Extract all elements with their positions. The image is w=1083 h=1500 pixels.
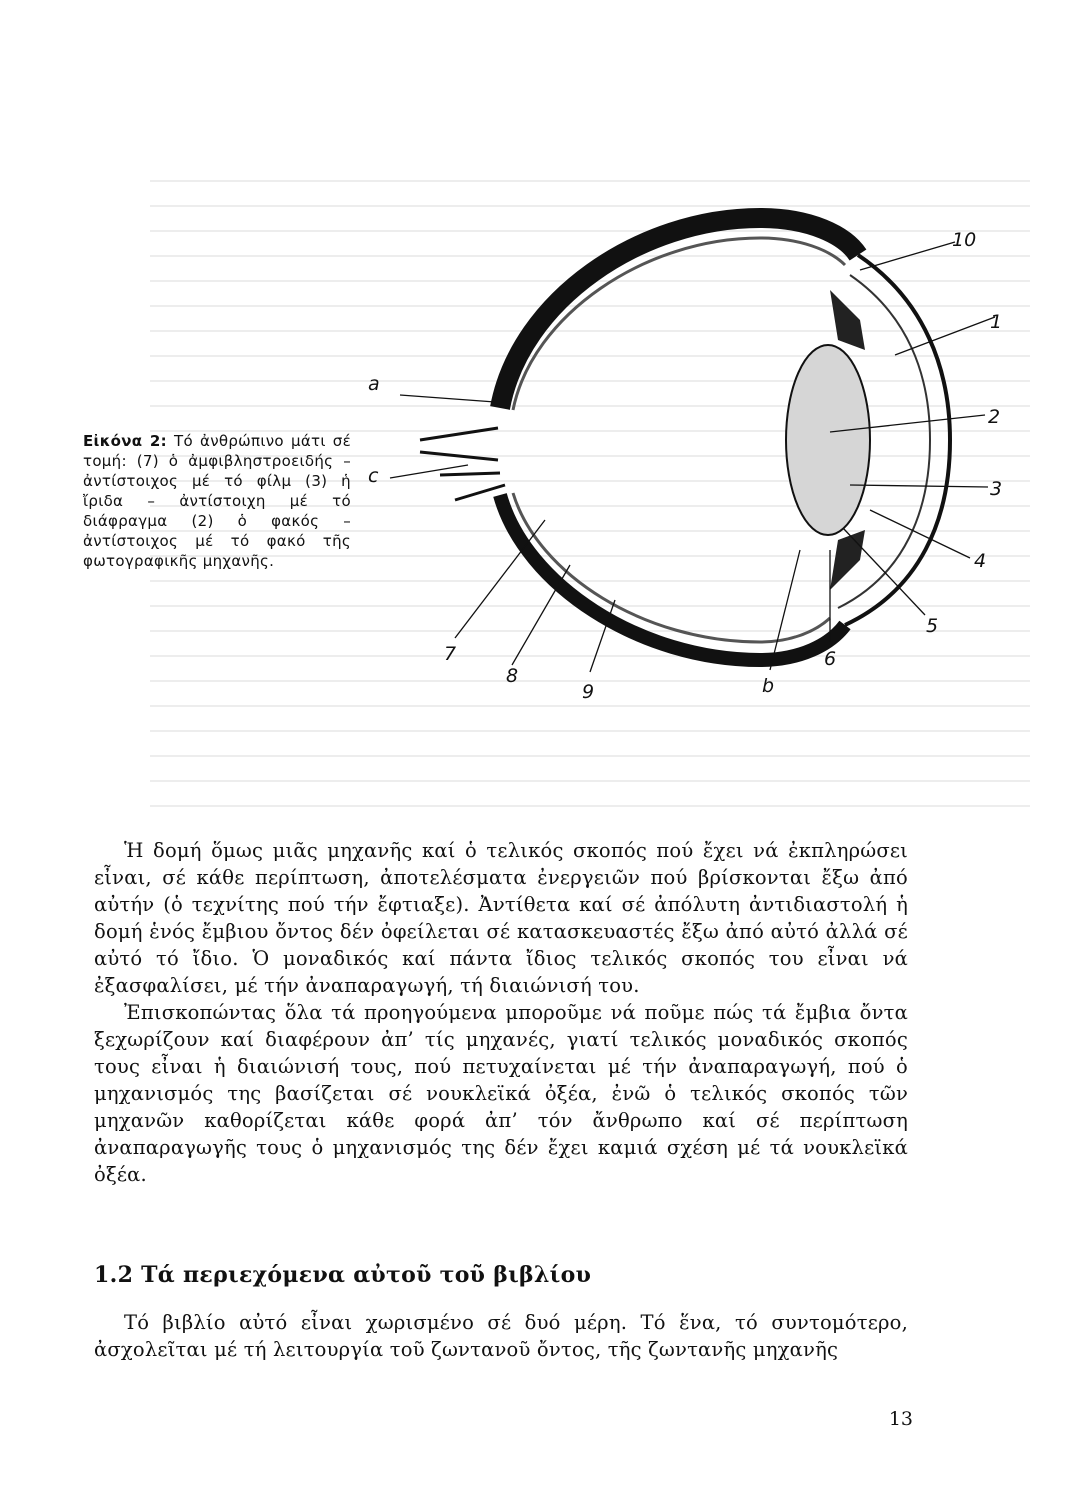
iris-upper xyxy=(830,290,865,350)
label-5: 5 xyxy=(926,615,939,637)
body-text-block xyxy=(94,837,908,1188)
section-heading: 1.2 Τά περιεχόμενα αὐτοῦ τοῦ βιβλίου xyxy=(94,1262,592,1288)
label-a: a xyxy=(368,373,380,395)
label-8: 8 xyxy=(506,665,519,687)
label-3: 3 xyxy=(990,478,1003,500)
figure-caption-text: Τό ἀνθρώπινο μάτι σέ τομή: (7) ὁ ἀμφιβληστροειδής – ἀντίστοιχος μέ τό φίλμ (3) ἡ ἴριδα – ἀντίστοιχη μέ τό διάφραγμα (2) ὁ φακός – ἀντίστοιχος μέ τό φακό τῆς φωτογραφικῆς μηχανῆς. xyxy=(83,432,351,570)
label-6: 6 xyxy=(824,648,837,670)
label-7: 7 xyxy=(444,643,457,665)
label-9: 9 xyxy=(582,681,595,703)
label-2: 2 xyxy=(988,406,1001,428)
iris-lower xyxy=(830,530,865,590)
label-10: 10 xyxy=(952,229,977,251)
figure-caption-label: Εἰκόνα 2: xyxy=(83,432,167,450)
section-body xyxy=(94,1309,908,1363)
paragraph-summary: Ἐπισκοπώντας ὅλα τά προηγούμενα μποροῦμε νά ποῦμε πώς τά ἔμβια ὄντα ξεχωρίζουν καί διαφέρουν ἀπ’ τίς μηχανές, γιατί τελικός μοναδικός σκοπός τους εἶναι ἡ διαιώνισή τους, πού πετυχαίνεται μέ τήν ἀναπαραγωγή, πού ὁ μηχανισμός της βασίζεται σέ νουκλεϊκά ὀξέα, ἐνῶ ὁ τελικός σκοπός τῶν μηχανῶν καθορίζεται κάθε φορά ἀπ’ τόν ἄνθρωπο καί σέ περίπτωση ἀναπαραγωγῆς τους ὁ μηχανισμός της δέν ἔχει καμιά σχέση μέ τά νουκλεϊκά ὀξέα. xyxy=(94,1001,908,1186)
eye-diagram xyxy=(360,190,1003,710)
paragraph-book-contents: Τό βιβλίο αὐτό εἶναι χωρισμένο σέ δυό μέρη. Τό ἕνα, τό συντομότερο, ἀσχολεῖται μέ τή λειτουργία τοῦ ζωντανοῦ ὄντος, τῆς ζωντανῆς μηχανῆς xyxy=(94,1311,908,1361)
eye-cross-section-figure xyxy=(360,190,1003,710)
label-1: 1 xyxy=(990,311,1003,333)
figure-caption xyxy=(83,431,351,571)
label-c: c xyxy=(368,465,379,487)
lens xyxy=(786,345,870,535)
optic-nerve xyxy=(420,428,505,500)
label-b: b xyxy=(762,675,775,697)
label-4: 4 xyxy=(974,550,987,572)
paragraph-machine-structure: Ἡ δομή ὅμως μιᾶς μηχανῆς καί ὁ τελικός σκοπός πού ἔχει νά ἐκπληρώσει εἶναι, σέ κάθε περίπτωση, ἀποτελέσματα ἐνεργειῶν πού βρίσκονται ἔξω ἀπό αὐτήν (ὁ τεχνίτης πού τήν ἔφτιαξε). Ἀντίθετα καί σέ ἀπόλυτη ἀντιδιαστολή ἡ δομή ἑνός ἔμβιου ὄντος δέν ὀφείλεται σέ κατασκευαστές ἔξω ἀπό αὐτό ἀλλά σέ αὐτό τό ἴδιο. Ὁ μοναδικός καί πάντα ἴδιος τελικός σκοπός του εἶναι νά ἐξασφαλίσει, μέ τήν ἀναπαραγωγή, τή διαιώνισή του. xyxy=(94,839,908,997)
page-number: 13 xyxy=(888,1408,913,1430)
